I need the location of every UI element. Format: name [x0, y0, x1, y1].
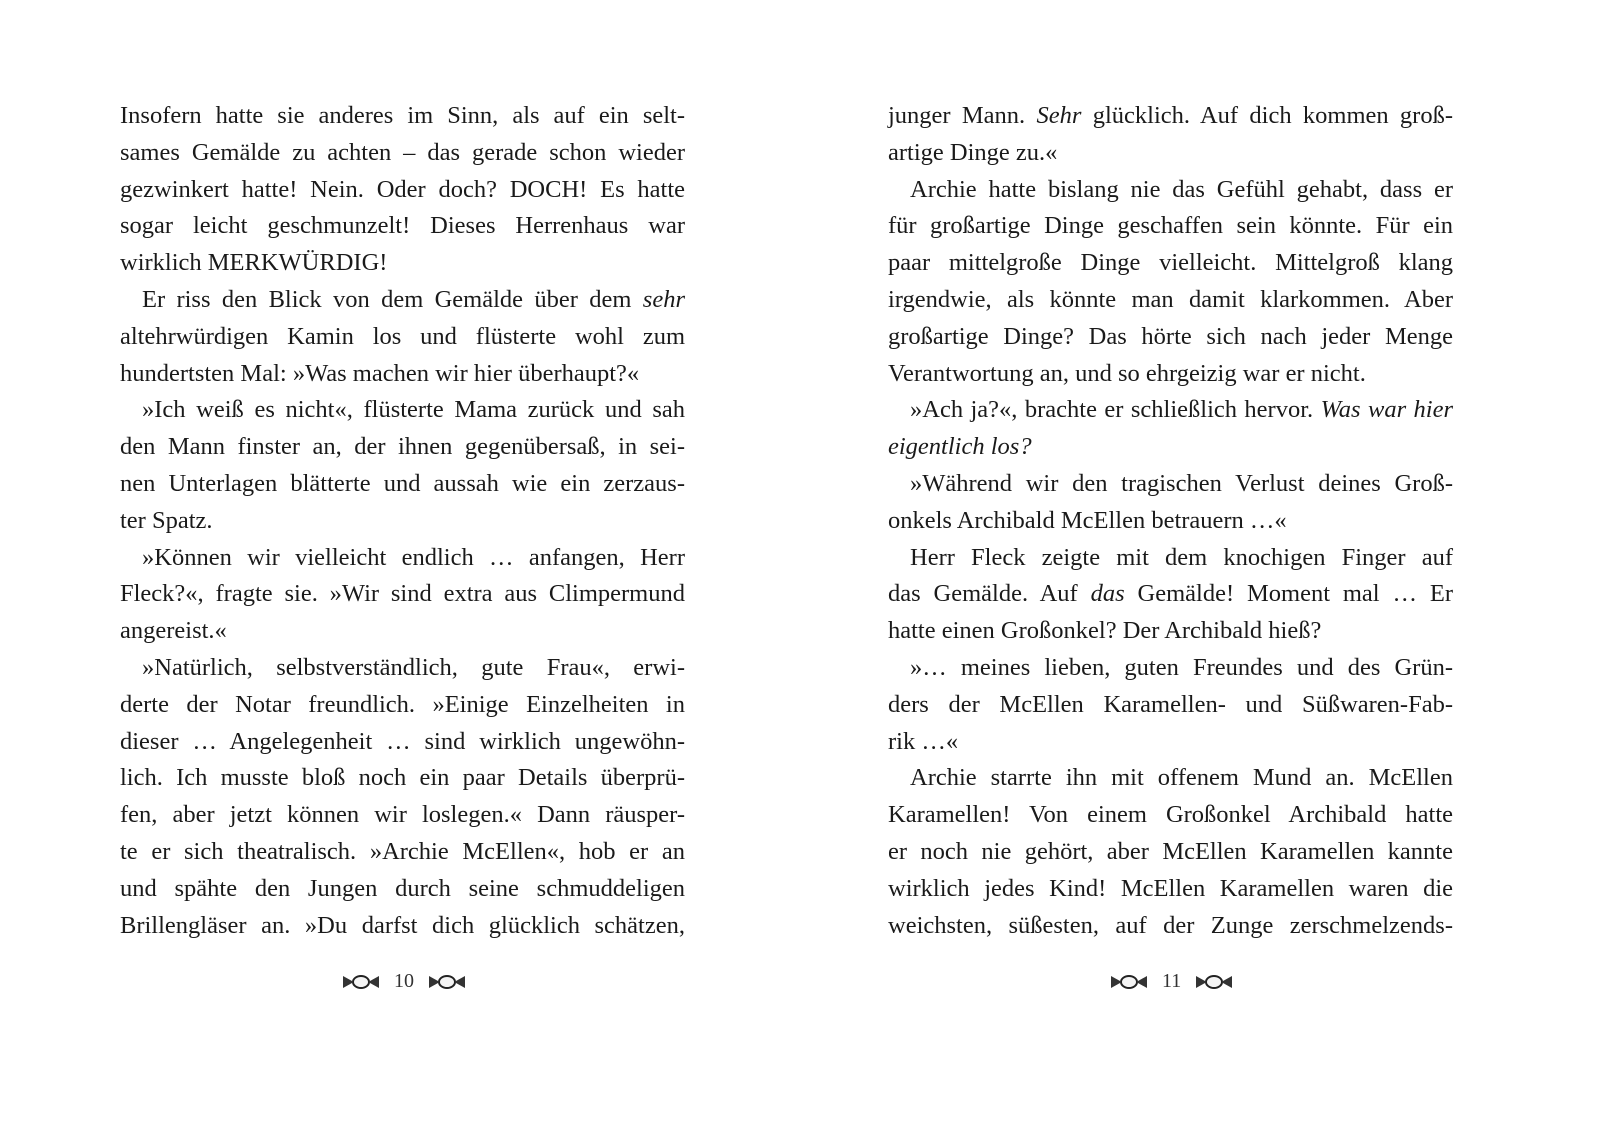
text-line: artige Dinge zu.« — [888, 138, 1058, 166]
text-line: gezwinkert hatte! Nein. Oder doch? DOCH! Es hatte — [120, 175, 685, 203]
text-segment: glücklich. Auf dich kommen groß- — [1081, 102, 1454, 129]
right-page-folio — [1110, 970, 1233, 993]
italic-emphasis: das — [1090, 580, 1125, 608]
text-line: sogar leicht geschmunzelt! Dieses Herrenhaus war — [120, 212, 685, 240]
text-line: dieser … Angelegenheit … sind wirklich ungewöhn- — [120, 727, 685, 755]
text-segment: Gemälde! Moment mal … Er — [1124, 580, 1453, 608]
text-line: ders der McEllen Karamellen- und Süßwaren-Fab- — [888, 690, 1453, 718]
italic-emphasis: sehr — [642, 285, 685, 313]
right-page — [888, 98, 1453, 944]
text-line: angereist.« — [120, 617, 227, 645]
text-line: paar mittelgroße Dinge vielleicht. Mittelgroß klang — [888, 249, 1453, 277]
text-line: sames Gemälde zu achten – das gerade schon wieder — [120, 138, 685, 166]
text-line: Archie hatte bislang nie das Gefühl gehabt, dass er — [910, 175, 1453, 203]
text-line: nen Unterlagen blätterte und aussah wie ein zerzaus- — [120, 469, 685, 497]
text-line: wirklich MERKWÜRDIG! — [120, 249, 388, 277]
text-line: »Können wir vielleicht endlich … anfangen, Herr — [142, 543, 685, 571]
text-line: und spähte den Jungen durch seine schmuddeligen — [120, 874, 685, 902]
italic-emphasis: Sehr — [1036, 102, 1082, 129]
text-line: rik …« — [888, 727, 959, 755]
text-line: wirklich jedes Kind! McEllen Karamellen waren die — [888, 874, 1453, 902]
text-line: Brillengläser an. »Du darfst dich glücklich schätzen, — [120, 911, 685, 939]
candy-icon — [342, 972, 380, 992]
text-line: lich. Ich musste bloß noch ein paar Details überprü- — [120, 764, 685, 792]
text-line: »Natürlich, selbstverständlich, gute Frau«, erwi- — [142, 653, 685, 681]
text-line: den Mann finster an, der ihnen gegenübersaß, in sei- — [120, 433, 685, 461]
text-line — [888, 429, 1453, 466]
text-line: für großartige Dinge geschaffen sein könnte. Für ein — [888, 212, 1453, 240]
text-line: er noch nie gehört, aber McEllen Karamellen kannte — [888, 837, 1453, 865]
text-line: weichsten, süßesten, auf der Zunge zerschmelzends- — [888, 911, 1453, 939]
text-line: »Ich weiß es nicht«, flüsterte Mama zurück und sah — [142, 396, 685, 424]
text-segment: Er riss den Blick von dem Gemälde über dem — [142, 285, 643, 313]
text-line: derte der Notar freundlich. »Einige Einzelheiten in — [120, 690, 685, 718]
candy-icon — [428, 972, 466, 992]
text-line — [120, 282, 685, 319]
text-line: Fleck?«, fragte sie. »Wir sind extra aus Climpermund — [120, 580, 685, 608]
text-line: hatte einen Großonkel? Der Archibald hieß? — [888, 617, 1322, 645]
text-line — [888, 392, 1453, 429]
text-line: ter Spatz. — [120, 506, 213, 534]
text-line: hundertsten Mal: »Was machen wir hier überhaupt?« — [120, 359, 640, 387]
text-line: »Während wir den tragischen Verlust deines Groß- — [910, 469, 1453, 497]
text-line: Herr Fleck zeigte mit dem knochigen Finger auf — [910, 543, 1453, 571]
text-segment: junger Mann. — [888, 102, 1037, 129]
text-line: onkels Archibald McEllen betrauern …« — [888, 506, 1287, 534]
text-line: »… meines lieben, guten Freundes und des Grün- — [910, 653, 1453, 681]
italic-emphasis: Was war hier — [1320, 396, 1454, 424]
text-segment: »Ach ja?«, brachte er schließlich hervor. — [910, 396, 1321, 424]
candy-icon — [1195, 972, 1233, 992]
text-line — [888, 98, 1453, 135]
left-page — [120, 98, 685, 944]
candy-icon — [1110, 972, 1148, 992]
text-segment: das Gemälde. Auf — [888, 580, 1091, 608]
text-line: Insofern hatte sie anderes im Sinn, als auf ein selt- — [120, 102, 685, 129]
page-number: 10 — [394, 970, 414, 992]
text-line: altehrwürdigen Kamin los und flüsterte wohl zum — [120, 322, 685, 350]
text-line: Verantwortung an, und so ehrgeizig war er nicht. — [888, 359, 1366, 387]
text-line: te er sich theatralisch. »Archie McEllen«, hob er an — [120, 837, 685, 865]
italic-emphasis: eigentlich los? — [888, 433, 1032, 461]
text-line: Karamellen! Von einem Großonkel Archibald hatte — [888, 801, 1453, 829]
text-line: fen, aber jetzt können wir loslegen.« Dann räusper- — [120, 801, 685, 829]
page-number: 11 — [1162, 970, 1182, 992]
text-line: großartige Dinge? Das hörte sich nach jeder Menge — [888, 322, 1453, 350]
text-line — [888, 576, 1453, 613]
text-line: irgendwie, als könnte man damit klarkommen. Aber — [888, 285, 1453, 313]
left-page-folio — [342, 970, 466, 993]
text-line: Archie starrte ihn mit offenem Mund an. McEllen — [910, 764, 1453, 792]
